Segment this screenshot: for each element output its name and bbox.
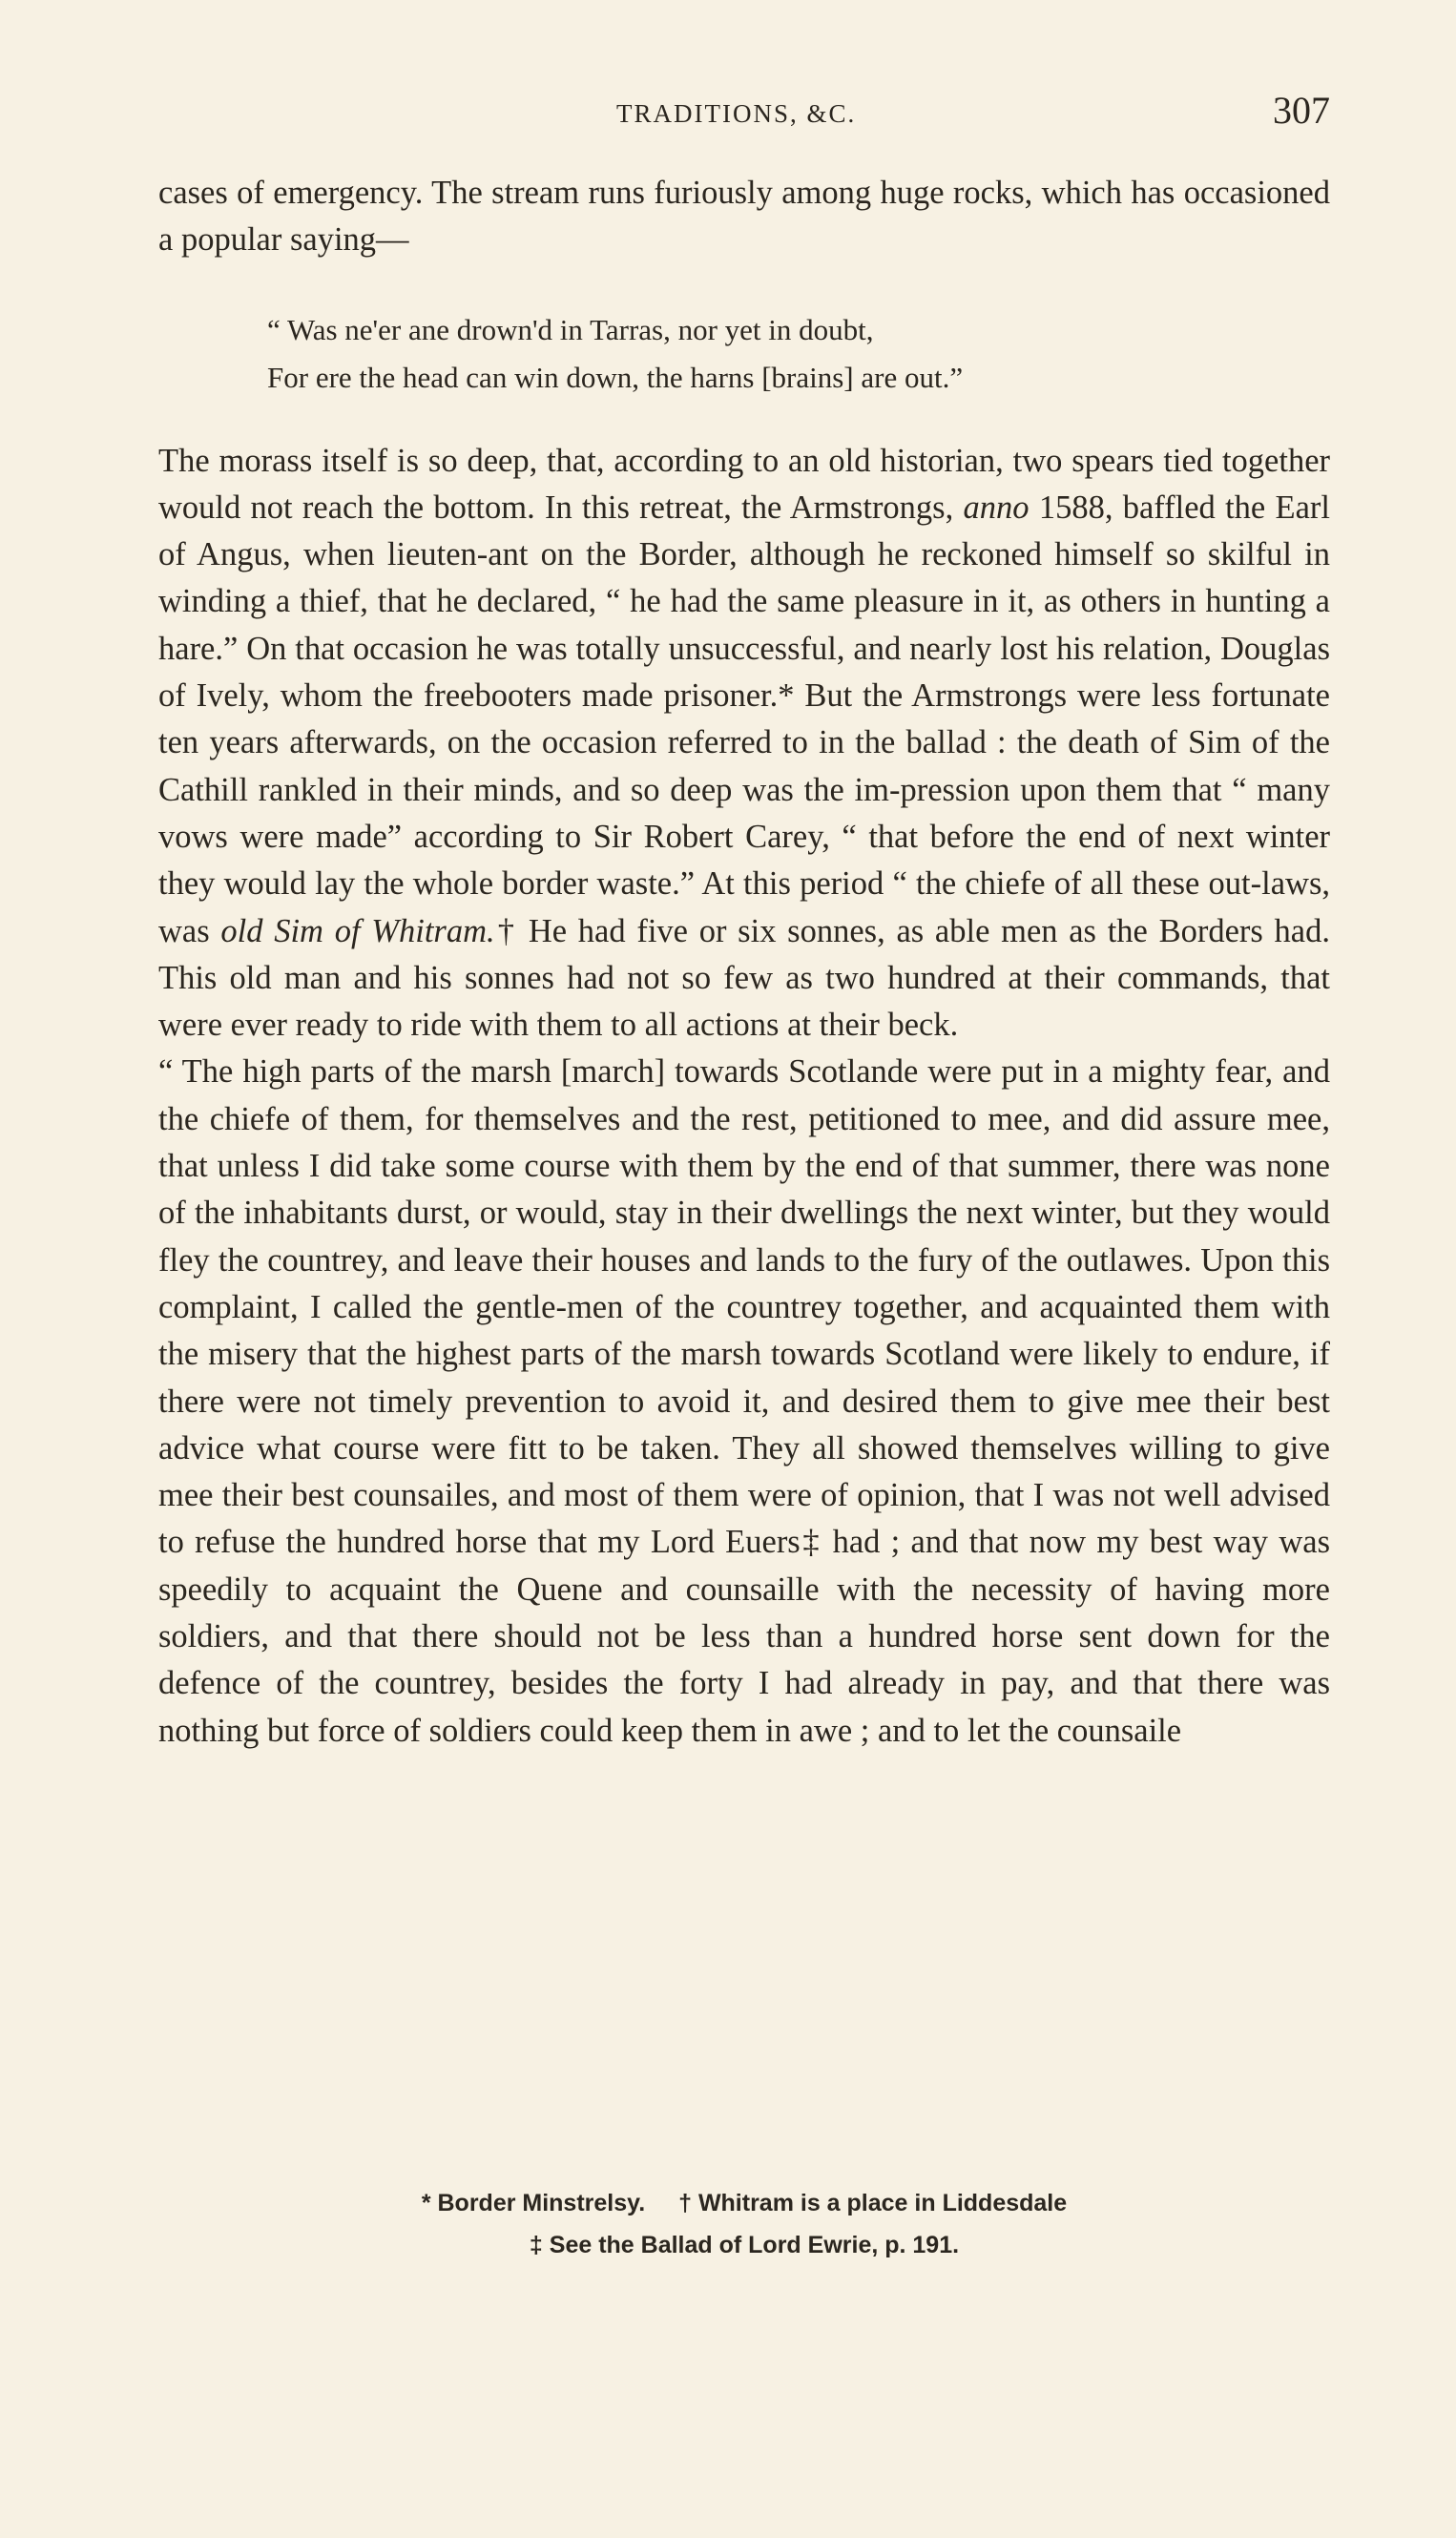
verse-line-1: “ Was ne'er ane drown'd in Tarras, nor yet in doubt,	[267, 312, 874, 346]
page-header	[158, 88, 1330, 145]
footnotes	[158, 2182, 1330, 2266]
paragraph-2	[158, 438, 1330, 1050]
paragraph-1: cases of emergency. The stream runs furiously among huge rocks, which has occasioned a popular saying—	[158, 175, 1330, 259]
paragraph-2-part-b: 1588, baffled the Earl of Angus, when lieuten-ant on the Border, although he reckoned himself so skilful in winding a thief, that he declared, “ he had the same pleasure in it, as others in hunting a hare.” On that occasion he was totally unsuccessful, and nearly lost his relation, Douglas of Ively, whom the freebooters made prisoner.* But the Armstrongs were less fortunate ten years afterwards, on the occasion referred to in the ballad : the death of Sim of the Cathill rankled in their minds, and so deep was the im-pression upon them that “ many vows were made” according to Sir Robert Carey, “ that before the end of next winter they would lay the whole border waste.” At this period “ the chiefe of all these out-laws, was	[158, 489, 1330, 949]
paragraph-2-italic: old Sim of Whitram.	[220, 912, 495, 949]
footnote-2: † Whitram is a place in Liddesdale	[678, 2190, 1068, 2216]
body-text	[158, 170, 1330, 1755]
footnote-row-1	[158, 2182, 1330, 2224]
footnote-3: ‡ See the Ballad of Lord Ewrie, p. 191.	[529, 2232, 960, 2258]
running-title: TRADITIONS, &C.	[616, 99, 857, 128]
footnote-1: * Border Minstrelsy.	[421, 2190, 646, 2216]
paragraph-2-part-c: † He had five or six sonnes, as able men as the Borders had. This old man and his sonnes had not so few as two hundred at their commands, that were ever ready to ride with them to all actions at their beck.	[158, 912, 1330, 1044]
page-number: 307	[1273, 89, 1330, 132]
paragraph-2-part-a: The morass itself is so deep, that, according to an old historian, two spears tied together would not reach the bottom. In this retreat, the Armstrongs,	[158, 442, 1330, 526]
verse-line-2: For ere the head can win down, the harns [brains] are out.”	[267, 360, 964, 394]
paragraph-2-anno: anno	[963, 489, 1030, 526]
verse-quotation	[267, 306, 1330, 402]
footnote-row-2	[158, 2224, 1330, 2266]
paragraph-3: “ The high parts of the marsh [march] towards Scotlande were put in a mighty fear, and the chiefe of them, for themselves and the rest, petitioned to mee, and did assure mee, that unless I did take some course with them by the end of that summer, there was none of the inhabitants durst, or would, stay in their dwellings the next winter, but they would fley the countrey, and leave their houses and lands to the fury of the outlawes. Upon this complaint, I called the gentle-men of the countrey together, and acquainted them with the misery that the highest parts of the marsh towards Scotland were likely to endure, if there were not timely prevention to avoid it, and desired them to give mee their best advice what course were fitt to be taken. They all showed themselves willing to give mee their best counsailes, and most of them were of opinion, that I was not well advised to refuse the hundred horse that my Lord Euers‡ had ; and that now my best way was speedily to acquaint the Quene and counsaille with the necessity of having more soldiers, and that there should not be less than a hundred horse sent down for the defence of the countrey, besides the forty I had already in pay, and that there was nothing but force of soldiers could keep them in awe ; and to let the counsaile	[158, 1053, 1330, 1749]
